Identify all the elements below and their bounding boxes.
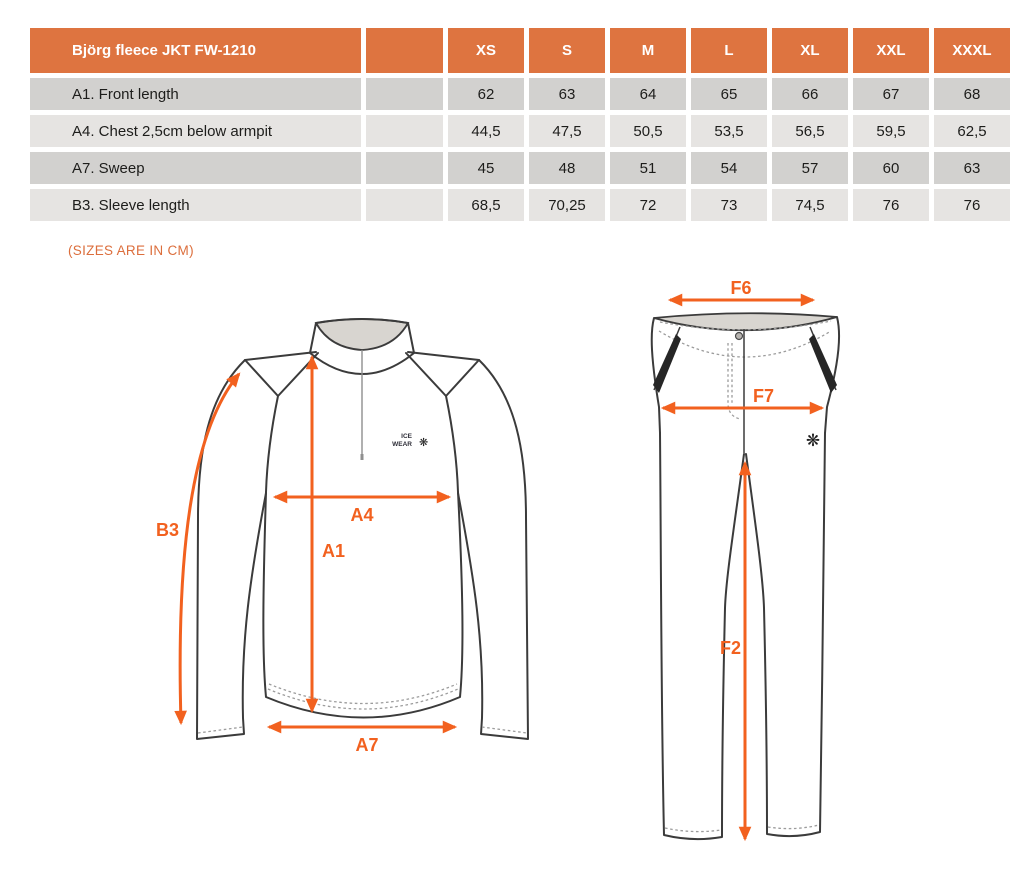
jacket-zipper-pull	[361, 454, 364, 460]
jacket-hem-stitch-1	[268, 689, 458, 709]
size-header-xs: XS	[448, 28, 524, 73]
label-a4: A4	[350, 505, 374, 525]
value-cell: 62,5	[934, 115, 1010, 147]
row-label-chest: A4. Chest 2,5cm below armpit	[30, 115, 361, 147]
row-spacer	[366, 152, 443, 184]
value-cell: 65	[691, 78, 767, 110]
value-cell: 56,5	[772, 115, 848, 147]
value-cell: 54	[691, 152, 767, 184]
row-label-sleeve-length: B3. Sleeve length	[30, 189, 361, 221]
pants-left-pocket-wedge	[653, 334, 681, 393]
pants-diagram	[640, 278, 860, 883]
value-cell: 45	[448, 152, 524, 184]
pants-right-hem-stitch	[768, 825, 819, 829]
jacket-right-shoulder-seam	[406, 352, 479, 492]
size-header-xxl: XXL	[853, 28, 929, 73]
label-a1: A1	[322, 541, 346, 561]
row-label-front-length: A1. Front length	[30, 78, 361, 110]
jacket-left-cuff-stitch	[198, 727, 243, 733]
pants-left-leg-outline	[660, 433, 744, 839]
value-cell: 74,5	[772, 189, 848, 221]
units-note: (SIZES ARE IN CM)	[68, 243, 194, 258]
jacket-hem-stitch-2	[269, 684, 457, 704]
value-cell: 44,5	[448, 115, 524, 147]
pants-right-pocket-wedge	[809, 334, 837, 393]
jacket-right-cuff-stitch	[482, 727, 527, 733]
value-cell: 67	[853, 78, 929, 110]
value-cell: 53,5	[691, 115, 767, 147]
value-cell: 76	[853, 189, 929, 221]
size-header-l: L	[691, 28, 767, 73]
pants-waist-button	[736, 333, 743, 340]
value-cell: 62	[448, 78, 524, 110]
jacket-diagram	[140, 290, 570, 770]
jacket-collar-inner	[316, 319, 408, 350]
size-table	[30, 28, 1010, 221]
value-cell: 72	[610, 189, 686, 221]
label-a7: A7	[355, 735, 379, 755]
label-b3: B3	[156, 520, 180, 540]
brand-logo-line1: ICE	[401, 433, 412, 440]
value-cell: 73	[691, 189, 767, 221]
jacket-left-shoulder-seam	[245, 352, 318, 492]
value-cell: 47,5	[529, 115, 605, 147]
pants-right-leg-outline	[746, 433, 825, 836]
label-f7: F7	[753, 386, 775, 406]
header-spacer-cell	[366, 28, 443, 73]
value-cell: 63	[529, 78, 605, 110]
brand-logo-snowflake-icon: ❋	[419, 436, 429, 449]
jacket-body-outline	[263, 492, 462, 718]
value-cell: 59,5	[853, 115, 929, 147]
value-cell: 57	[772, 152, 848, 184]
value-cell: 50,5	[610, 115, 686, 147]
pants-snowflake-icon: ❋	[805, 431, 821, 451]
row-label-sweep: A7. Sweep	[30, 152, 361, 184]
value-cell: 66	[772, 78, 848, 110]
value-cell: 68,5	[448, 189, 524, 221]
size-header-s: S	[529, 28, 605, 73]
brand-logo-line2: WEAR	[392, 441, 412, 448]
value-cell: 63	[934, 152, 1010, 184]
row-spacer	[366, 115, 443, 147]
pants-waistband-seam-stitch	[659, 331, 831, 357]
value-cell: 70,25	[529, 189, 605, 221]
pants-left-hem-stitch	[665, 828, 721, 832]
label-f6: F6	[730, 278, 752, 298]
value-cell: 76	[934, 189, 1010, 221]
value-cell: 60	[853, 152, 929, 184]
jacket-left-sleeve-outline	[197, 360, 266, 739]
row-spacer	[366, 78, 443, 110]
value-cell: 64	[610, 78, 686, 110]
product-title-cell: Björg fleece JKT FW-1210	[30, 28, 361, 73]
row-spacer	[366, 189, 443, 221]
value-cell: 48	[529, 152, 605, 184]
value-cell: 51	[610, 152, 686, 184]
size-header-xl: XL	[772, 28, 848, 73]
size-header-m: M	[610, 28, 686, 73]
size-header-xxxl: XXXL	[934, 28, 1010, 73]
value-cell: 68	[934, 78, 1010, 110]
arrow-b3-sleeve-length	[180, 374, 239, 723]
jacket-right-sleeve-outline	[458, 360, 528, 739]
label-f2: F2	[719, 638, 741, 658]
